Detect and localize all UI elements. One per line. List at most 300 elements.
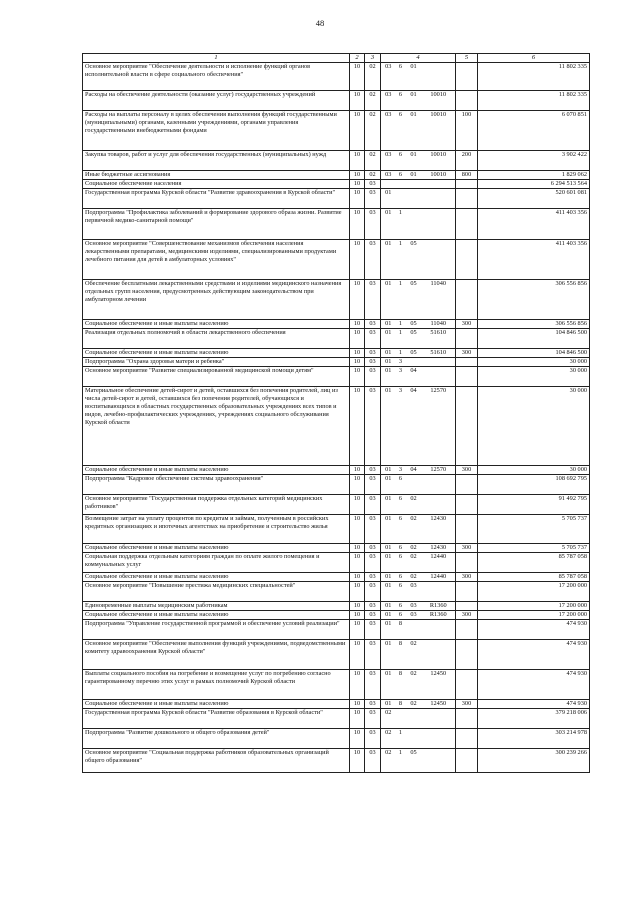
row-name: Социальное обеспечение и иные выплаты населению xyxy=(83,544,350,553)
row-subprogram: 8 xyxy=(396,700,406,709)
row-amount: 411 403 356 xyxy=(478,209,590,240)
row-subsection: 03 xyxy=(365,349,381,358)
row-name: Социальная поддержка отдельным категориям граждан по оплате жилого помещения и коммунальных услуг xyxy=(83,553,350,573)
row-name: Основное мероприятие "Обеспечение выполнения функций учреждениями, подведомственными комитету здравоохранения Курской области" xyxy=(83,640,350,670)
table-row xyxy=(83,475,590,495)
row-direction: 51610 xyxy=(422,349,456,358)
row-program xyxy=(381,180,396,189)
row-name: Реализация отдельных полномочий в области лекарственного обеспечения xyxy=(83,329,350,349)
row-direction xyxy=(422,63,456,91)
row-section: 10 xyxy=(350,209,365,240)
row-measure: 02 xyxy=(406,700,422,709)
row-section: 10 xyxy=(350,280,365,320)
row-direction xyxy=(422,729,456,749)
row-direction xyxy=(422,620,456,640)
row-subprogram: 1 xyxy=(396,280,406,320)
row-expense-type: 300 xyxy=(456,466,478,475)
row-subsection: 03 xyxy=(365,729,381,749)
row-expense-type xyxy=(456,582,478,602)
row-name: Государственная программа Курской области "Развитие здравоохранения в Курской области" xyxy=(83,189,350,209)
row-subsection: 03 xyxy=(365,602,381,611)
table-row xyxy=(83,749,590,773)
row-expense-type: 800 xyxy=(456,171,478,180)
table-row xyxy=(83,495,590,515)
row-name: Социальное обеспечение и иные выплаты населению xyxy=(83,611,350,620)
row-subprogram: 6 xyxy=(396,611,406,620)
row-direction xyxy=(422,640,456,670)
row-section: 10 xyxy=(350,582,365,602)
row-amount: 474 930 xyxy=(478,670,590,700)
row-amount: 379 218 006 xyxy=(478,709,590,729)
row-section: 10 xyxy=(350,709,365,729)
row-subsection: 03 xyxy=(365,475,381,495)
row-direction: 10010 xyxy=(422,171,456,180)
row-amount: 30 000 xyxy=(478,387,590,466)
row-expense-type xyxy=(456,515,478,544)
row-measure: 01 xyxy=(406,151,422,171)
row-expense-type xyxy=(456,329,478,349)
row-section: 10 xyxy=(350,640,365,670)
row-program: 01 xyxy=(381,329,396,349)
row-expense-type xyxy=(456,240,478,280)
row-subsection: 03 xyxy=(365,180,381,189)
row-amount: 306 556 856 xyxy=(478,280,590,320)
row-program: 01 xyxy=(381,495,396,515)
row-name: Возмещение затрат на уплату процентов по кредитам и займам, полученным в российских кредитных организациях и ипотечных агентствах на приобретение и строительство жилья xyxy=(83,515,350,544)
row-program: 01 xyxy=(381,475,396,495)
row-expense-type xyxy=(456,640,478,670)
row-direction: R1360 xyxy=(422,602,456,611)
row-amount: 306 556 856 xyxy=(478,320,590,329)
row-measure xyxy=(406,475,422,495)
row-direction: 10010 xyxy=(422,151,456,171)
row-section: 10 xyxy=(350,91,365,111)
row-direction xyxy=(422,495,456,515)
row-amount: 17 200 000 xyxy=(478,582,590,602)
row-expense-type xyxy=(456,387,478,466)
row-amount: 17 200 000 xyxy=(478,602,590,611)
row-expense-type: 300 xyxy=(456,320,478,329)
row-expense-type xyxy=(456,553,478,573)
row-direction: 51610 xyxy=(422,329,456,349)
row-name: Материальное обеспечение детей-сирот и детей, оставшихся без попечения родителей, лиц из числа детей-сирот и детей, оставшихся без попечения родителей, обучающихся и воспитывающихся в областных государственных образовательных учреждениях всех типов и видов, лечебно-профилактических учреждениях, учреждениях социального обслуживания Курской области xyxy=(83,387,350,466)
row-subprogram: 6 xyxy=(396,151,406,171)
row-subsection: 03 xyxy=(365,387,381,466)
row-subsection: 02 xyxy=(365,63,381,91)
row-direction: 10010 xyxy=(422,111,456,151)
row-program: 01 xyxy=(381,240,396,280)
row-program: 01 xyxy=(381,358,396,367)
table-row xyxy=(83,466,590,475)
table-row xyxy=(83,553,590,573)
row-name: Расходы на выплаты персоналу в целях обеспечения выполнения функций государственными (муниципальными) органами, казенными учреждениями, органами управления государственными внебюджетными фондами xyxy=(83,111,350,151)
row-subprogram xyxy=(396,180,406,189)
row-subprogram: 6 xyxy=(396,582,406,602)
table-row xyxy=(83,709,590,729)
row-expense-type: 300 xyxy=(456,611,478,620)
table-row xyxy=(83,280,590,320)
table-row xyxy=(83,320,590,329)
row-subprogram: 1 xyxy=(396,329,406,349)
row-subprogram: 1 xyxy=(396,209,406,240)
row-measure: 05 xyxy=(406,329,422,349)
row-measure: 02 xyxy=(406,553,422,573)
row-amount: 474 930 xyxy=(478,640,590,670)
row-measure xyxy=(406,729,422,749)
row-measure: 05 xyxy=(406,240,422,280)
row-section: 10 xyxy=(350,240,365,280)
row-program: 01 xyxy=(381,700,396,709)
row-measure: 05 xyxy=(406,320,422,329)
table-row xyxy=(83,611,590,620)
row-measure xyxy=(406,620,422,640)
row-measure xyxy=(406,180,422,189)
row-subprogram: 6 xyxy=(396,91,406,111)
row-name: Обеспечение бесплатными лекарственными средствами и изделиями медицинского назначения отдельных групп населения, предусмотренных действующим законодательством при амбулаторном лечении xyxy=(83,280,350,320)
table-row xyxy=(83,111,590,151)
row-measure: 04 xyxy=(406,466,422,475)
row-direction xyxy=(422,709,456,729)
row-program: 01 xyxy=(381,320,396,329)
row-section: 10 xyxy=(350,63,365,91)
row-measure: 01 xyxy=(406,111,422,151)
row-subprogram: 3 xyxy=(396,358,406,367)
row-amount: 85 787 058 xyxy=(478,553,590,573)
row-program: 03 xyxy=(381,151,396,171)
row-name: Социальное обеспечение и иные выплаты населению xyxy=(83,320,350,329)
row-subsection: 03 xyxy=(365,329,381,349)
row-measure: 05 xyxy=(406,349,422,358)
row-subsection: 03 xyxy=(365,280,381,320)
row-amount: 300 239 266 xyxy=(478,749,590,773)
row-section: 10 xyxy=(350,495,365,515)
row-expense-type xyxy=(456,620,478,640)
row-subprogram: 6 xyxy=(396,495,406,515)
row-program: 01 xyxy=(381,189,396,209)
row-subprogram: 1 xyxy=(396,729,406,749)
table-row xyxy=(83,209,590,240)
row-amount: 1 829 062 xyxy=(478,171,590,180)
row-direction: 12440 xyxy=(422,573,456,582)
row-expense-type xyxy=(456,91,478,111)
row-subsection: 02 xyxy=(365,111,381,151)
row-program: 01 xyxy=(381,602,396,611)
row-name: Социальное обеспечение и иные выплаты населению xyxy=(83,466,350,475)
row-subprogram: 6 xyxy=(396,515,406,544)
row-subsection: 03 xyxy=(365,544,381,553)
row-subsection: 03 xyxy=(365,320,381,329)
row-expense-type: 300 xyxy=(456,544,478,553)
row-direction: 12430 xyxy=(422,515,456,544)
row-section: 10 xyxy=(350,111,365,151)
row-direction: 12440 xyxy=(422,553,456,573)
row-subprogram: 3 xyxy=(396,367,406,387)
row-measure: 03 xyxy=(406,611,422,620)
row-measure: 03 xyxy=(406,602,422,611)
row-name: Основное мероприятие "Совершенствование механизмов обеспечения населения лекарственными препаратами, медицинскими изделиями, специализированными продуктами лечебного питания для детей в амбулаторных условиях" xyxy=(83,240,350,280)
row-expense-type xyxy=(456,495,478,515)
row-subprogram: 8 xyxy=(396,640,406,670)
row-program: 01 xyxy=(381,640,396,670)
row-subprogram: 6 xyxy=(396,171,406,180)
row-section: 10 xyxy=(350,329,365,349)
table-row xyxy=(83,349,590,358)
row-name: Подпрограмма "Кадровое обеспечение системы здравоохранения" xyxy=(83,475,350,495)
row-direction: R1360 xyxy=(422,611,456,620)
row-program: 02 xyxy=(381,709,396,729)
row-amount: 303 214 978 xyxy=(478,729,590,749)
row-measure: 04 xyxy=(406,367,422,387)
row-measure: 05 xyxy=(406,280,422,320)
row-subprogram: 8 xyxy=(396,620,406,640)
row-measure xyxy=(406,189,422,209)
row-subsection: 03 xyxy=(365,515,381,544)
row-expense-type xyxy=(456,367,478,387)
row-measure: 03 xyxy=(406,582,422,602)
row-direction xyxy=(422,358,456,367)
table-row xyxy=(83,329,590,349)
row-direction: 11040 xyxy=(422,280,456,320)
row-subprogram: 6 xyxy=(396,475,406,495)
row-subsection: 03 xyxy=(365,709,381,729)
row-amount: 6 294 513 564 xyxy=(478,180,590,189)
row-program: 01 xyxy=(381,573,396,582)
row-name: Выплаты социального пособия на погребение и возмещение услуг по погребению согласно гарантированному перечню этих услуг в рамках полномочий Курской области xyxy=(83,670,350,700)
row-expense-type: 300 xyxy=(456,349,478,358)
header-col-3: 3 xyxy=(365,54,381,63)
row-direction: 12570 xyxy=(422,387,456,466)
table-row xyxy=(83,180,590,189)
row-amount: 30 000 xyxy=(478,367,590,387)
row-measure: 02 xyxy=(406,573,422,582)
row-direction xyxy=(422,582,456,602)
row-subsection: 02 xyxy=(365,91,381,111)
row-subprogram: 6 xyxy=(396,553,406,573)
row-amount: 11 802 335 xyxy=(478,91,590,111)
row-subprogram: 6 xyxy=(396,111,406,151)
row-amount: 30 000 xyxy=(478,358,590,367)
row-section: 10 xyxy=(350,151,365,171)
table-row xyxy=(83,240,590,280)
row-subprogram: 1 xyxy=(396,320,406,329)
row-measure: 05 xyxy=(406,749,422,773)
header-col-4: 4 xyxy=(381,54,456,63)
row-section: 10 xyxy=(350,544,365,553)
row-measure: 01 xyxy=(406,171,422,180)
row-expense-type xyxy=(456,602,478,611)
header-col-2: 2 xyxy=(350,54,365,63)
row-subsection: 03 xyxy=(365,358,381,367)
row-program: 01 xyxy=(381,611,396,620)
row-measure: 01 xyxy=(406,91,422,111)
row-subsection: 03 xyxy=(365,240,381,280)
row-measure: 02 xyxy=(406,640,422,670)
row-amount: 5 705 737 xyxy=(478,544,590,553)
row-section: 10 xyxy=(350,171,365,180)
row-subsection: 03 xyxy=(365,700,381,709)
row-measure xyxy=(406,209,422,240)
row-name: Социальное обеспечение населения xyxy=(83,180,350,189)
table-row xyxy=(83,367,590,387)
row-program: 03 xyxy=(381,63,396,91)
row-subprogram xyxy=(396,189,406,209)
row-amount: 474 930 xyxy=(478,700,590,709)
row-subsection: 03 xyxy=(365,189,381,209)
row-subsection: 03 xyxy=(365,466,381,475)
row-subsection: 03 xyxy=(365,553,381,573)
row-subsection: 03 xyxy=(365,495,381,515)
table-row xyxy=(83,515,590,544)
row-amount: 5 705 737 xyxy=(478,515,590,544)
row-amount: 411 403 356 xyxy=(478,240,590,280)
table-header-row xyxy=(83,54,590,63)
row-measure xyxy=(406,358,422,367)
row-program: 01 xyxy=(381,466,396,475)
row-subprogram: 6 xyxy=(396,602,406,611)
row-amount: 85 787 058 xyxy=(478,573,590,582)
row-direction xyxy=(422,475,456,495)
row-direction xyxy=(422,749,456,773)
row-amount: 91 492 795 xyxy=(478,495,590,515)
row-section: 10 xyxy=(350,475,365,495)
row-section: 10 xyxy=(350,387,365,466)
table-row xyxy=(83,640,590,670)
row-section: 10 xyxy=(350,180,365,189)
row-section: 10 xyxy=(350,349,365,358)
row-expense-type: 200 xyxy=(456,151,478,171)
row-section: 10 xyxy=(350,670,365,700)
row-name: Социальное обеспечение и иные выплаты населению xyxy=(83,349,350,358)
row-program: 01 xyxy=(381,670,396,700)
table-row xyxy=(83,358,590,367)
table-row xyxy=(83,670,590,700)
row-program: 03 xyxy=(381,111,396,151)
row-name: Основное мероприятие "Обеспечение деятельности и исполнение функций органов исполнительной власти в сфере социального обеспечения" xyxy=(83,63,350,91)
row-program: 01 xyxy=(381,280,396,320)
row-name: Расходы на обеспечение деятельности (оказание услуг) государственных учреждений xyxy=(83,91,350,111)
row-name: Подпрограмма "Охрана здоровья матери и ребенка" xyxy=(83,358,350,367)
row-name: Основное мероприятие "Повышение престижа медицинских специальностей" xyxy=(83,582,350,602)
row-expense-type xyxy=(456,209,478,240)
row-program: 01 xyxy=(381,620,396,640)
row-expense-type xyxy=(456,670,478,700)
table-row xyxy=(83,602,590,611)
row-subsection: 03 xyxy=(365,640,381,670)
row-direction: 12450 xyxy=(422,700,456,709)
row-subprogram: 1 xyxy=(396,240,406,280)
row-section: 10 xyxy=(350,620,365,640)
row-program: 03 xyxy=(381,171,396,180)
row-name: Основное мероприятие "Государственная поддержка отдельных категорий медицинских работников" xyxy=(83,495,350,515)
row-name: Основное мероприятие "Социальная поддержка работников образовательных организаций общего образования" xyxy=(83,749,350,773)
row-measure: 02 xyxy=(406,670,422,700)
table-row xyxy=(83,63,590,91)
row-program: 02 xyxy=(381,729,396,749)
row-measure xyxy=(406,709,422,729)
table-row xyxy=(83,573,590,582)
row-direction xyxy=(422,367,456,387)
row-expense-type: 300 xyxy=(456,700,478,709)
row-amount: 520 601 081 xyxy=(478,189,590,209)
row-expense-type xyxy=(456,180,478,189)
row-program: 02 xyxy=(381,749,396,773)
row-subsection: 03 xyxy=(365,367,381,387)
row-subsection: 03 xyxy=(365,209,381,240)
row-expense-type xyxy=(456,729,478,749)
row-name: Подпрограмма "Управление государственной программой и обеспечение условий реализации" xyxy=(83,620,350,640)
table-row xyxy=(83,171,590,180)
table-row xyxy=(83,189,590,209)
row-name: Подпрограмма "Развитие дошкольного и общего образования детей" xyxy=(83,729,350,749)
row-program: 01 xyxy=(381,387,396,466)
row-name: Закупка товаров, работ и услуг для обеспечения государственных (муниципальных) нужд xyxy=(83,151,350,171)
row-subprogram: 1 xyxy=(396,349,406,358)
row-section: 10 xyxy=(350,573,365,582)
row-direction xyxy=(422,209,456,240)
row-expense-type xyxy=(456,63,478,91)
row-section: 10 xyxy=(350,611,365,620)
row-amount: 474 930 xyxy=(478,620,590,640)
row-expense-type xyxy=(456,749,478,773)
row-section: 10 xyxy=(350,358,365,367)
row-section: 10 xyxy=(350,749,365,773)
row-subprogram: 3 xyxy=(396,387,406,466)
row-expense-type: 300 xyxy=(456,573,478,582)
row-section: 10 xyxy=(350,700,365,709)
row-subprogram: 6 xyxy=(396,63,406,91)
row-measure: 04 xyxy=(406,387,422,466)
row-program: 01 xyxy=(381,367,396,387)
row-subsection: 03 xyxy=(365,573,381,582)
row-section: 10 xyxy=(350,367,365,387)
row-program: 01 xyxy=(381,515,396,544)
header-col-1: 1 xyxy=(83,54,350,63)
row-name: Иные бюджетные ассигнования xyxy=(83,171,350,180)
row-subsection: 02 xyxy=(365,151,381,171)
row-amount: 3 902 422 xyxy=(478,151,590,171)
row-expense-type xyxy=(456,475,478,495)
row-amount: 108 692 795 xyxy=(478,475,590,495)
table-row xyxy=(83,582,590,602)
table-row xyxy=(83,620,590,640)
row-section: 10 xyxy=(350,602,365,611)
table-row xyxy=(83,387,590,466)
row-program: 03 xyxy=(381,91,396,111)
row-section: 10 xyxy=(350,515,365,544)
row-subsection: 03 xyxy=(365,670,381,700)
row-expense-type xyxy=(456,189,478,209)
row-subprogram: 6 xyxy=(396,544,406,553)
row-measure: 02 xyxy=(406,544,422,553)
row-subsection: 03 xyxy=(365,749,381,773)
table-row xyxy=(83,544,590,553)
row-name: Основное мероприятие "Развитие специализированной медицинской помощи детям" xyxy=(83,367,350,387)
row-direction xyxy=(422,240,456,280)
row-subprogram: 3 xyxy=(396,466,406,475)
row-direction: 12570 xyxy=(422,466,456,475)
row-name: Подпрограмма "Профилактика заболеваний и формирование здорового образа жизни. Развитие первичной медико-санитарной помощи" xyxy=(83,209,350,240)
row-section: 10 xyxy=(350,189,365,209)
header-col-5: 5 xyxy=(456,54,478,63)
table-row xyxy=(83,151,590,171)
row-section: 10 xyxy=(350,553,365,573)
row-subprogram: 6 xyxy=(396,573,406,582)
table-row xyxy=(83,729,590,749)
row-program: 01 xyxy=(381,582,396,602)
row-amount: 104 846 500 xyxy=(478,329,590,349)
row-direction: 11040 xyxy=(422,320,456,329)
row-section: 10 xyxy=(350,729,365,749)
